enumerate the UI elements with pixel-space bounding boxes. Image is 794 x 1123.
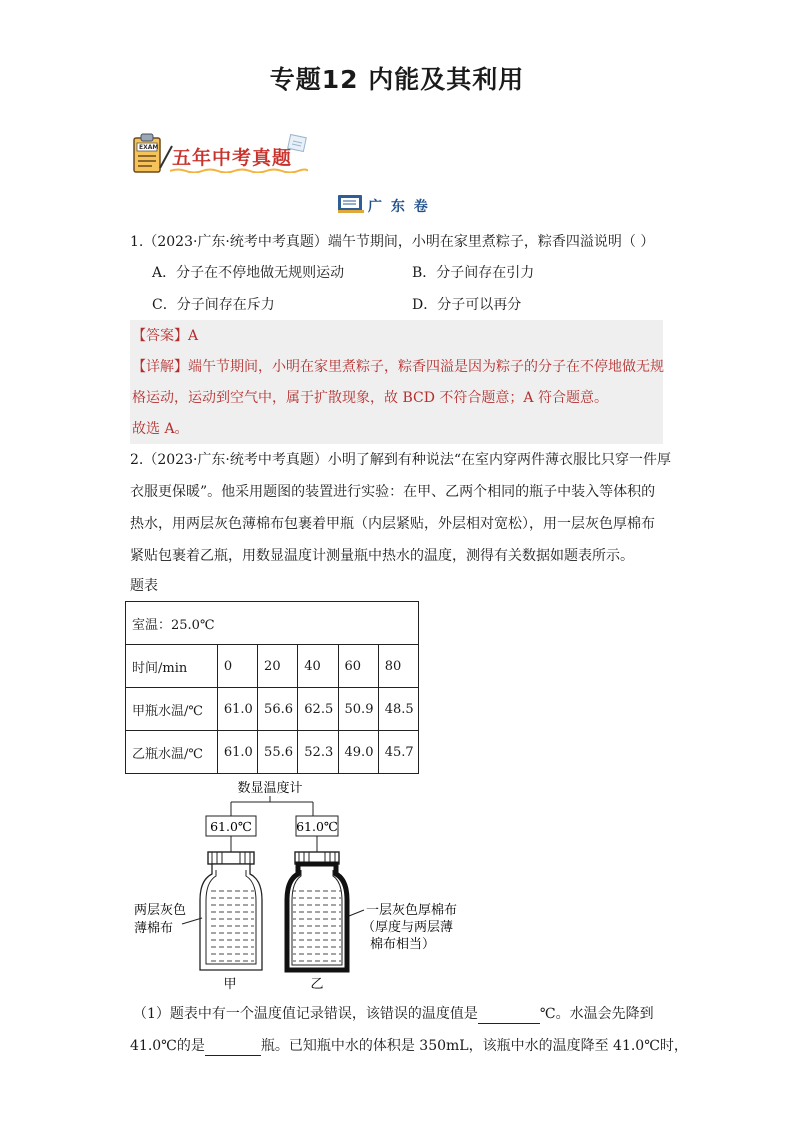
q2-line1: 2.（2023·广东·统考中考真题）小明了解到有种说法“在室内穿两件薄衣服比只穿一件厚 bbox=[130, 452, 672, 468]
blank-2[interactable] bbox=[205, 1039, 261, 1056]
sub1-text-a: （1）题表中有一个温度值记录错误，该错误的温度值是 bbox=[133, 1006, 478, 1022]
sub1-text-d: 瓶。已知瓶中水的体积是 350mL，该瓶中水的温度降至 41.0℃时， bbox=[260, 1038, 688, 1054]
left-label-2: 薄棉布 bbox=[134, 921, 174, 936]
table-cell: 48.5 bbox=[378, 688, 418, 731]
answer-tag: 【答案】 bbox=[132, 328, 188, 344]
bottle-a bbox=[200, 836, 262, 970]
detail-tag: 【详解】 bbox=[132, 359, 188, 375]
q2-line3: 热水，用两层灰色薄棉布包裹着甲瓶（内层紧贴，外层相对宽松），用一层灰色厚棉布 bbox=[130, 516, 655, 532]
blank-1[interactable] bbox=[478, 1007, 540, 1024]
table-caption: 题表 bbox=[130, 578, 158, 594]
left-label-1: 两层灰色 bbox=[134, 903, 187, 918]
table-cell: 乙瓶水温/℃ bbox=[126, 731, 218, 774]
q2-sub1-line2 bbox=[130, 1036, 688, 1056]
answer-value: A bbox=[188, 328, 199, 344]
right-label-1: 一层灰色厚棉布 bbox=[366, 903, 458, 918]
section-book-icon bbox=[336, 192, 366, 214]
q1-option-c: C．分子间存在斥力 bbox=[152, 297, 275, 313]
q2-line4: 紧贴包裹着乙瓶，用数显温度计测量瓶中热水的温度，测得有关数据如题表所示。 bbox=[130, 548, 634, 564]
q1-conclusion: 故选 A。 bbox=[132, 421, 189, 437]
paper-deco-icon bbox=[286, 134, 310, 154]
detail-text-1: 端午节期间，小明在家里煮粽子，粽香四溢是因为粽子的分子在不停地做无规 bbox=[188, 359, 664, 375]
table-row bbox=[126, 602, 419, 645]
room-temp-cell: 室温：25.0℃ bbox=[126, 602, 419, 645]
q1-option-a: A．分子在不停地做无规则运动 bbox=[152, 265, 345, 281]
table-cell: 80 bbox=[378, 645, 418, 688]
banner-label: 五年中考真题 bbox=[172, 147, 293, 169]
q1-detail-line1 bbox=[132, 357, 664, 377]
table-cell: 60 bbox=[338, 645, 378, 688]
q1-answer bbox=[132, 326, 198, 346]
bottle-b-label: 乙 bbox=[310, 977, 324, 992]
section-label: 广 东 卷 bbox=[368, 199, 430, 215]
right-label-2: （厚度与两层薄 bbox=[362, 920, 454, 935]
q1-option-b: B．分子间存在引力 bbox=[412, 265, 535, 281]
table-cell: 甲瓶水温/℃ bbox=[126, 688, 218, 731]
table-cell: 20 bbox=[258, 645, 298, 688]
table-cell: 45.7 bbox=[378, 731, 418, 774]
q2-line2: 衣服更保暖”。他采用题图的装置进行实验：在甲、乙两个相同的瓶子中装入等体积的 bbox=[130, 484, 656, 500]
sub1-text-c: 41.0℃的是 bbox=[130, 1038, 205, 1054]
bottle-b bbox=[287, 836, 347, 970]
table-cell: 61.0 bbox=[217, 731, 257, 774]
table-cell: 55.6 bbox=[258, 731, 298, 774]
q1-option-d: D．分子可以再分 bbox=[412, 297, 522, 313]
table-cell: 0 bbox=[217, 645, 257, 688]
table-row bbox=[126, 645, 419, 688]
table-cell: 56.6 bbox=[258, 688, 298, 731]
table-row bbox=[126, 731, 419, 774]
sub1-text-b: ℃。水温会先降到 bbox=[539, 1006, 654, 1022]
table-cell: 时间/min bbox=[126, 645, 218, 688]
temperature-table bbox=[125, 601, 419, 774]
reading-b: 61.0℃ bbox=[296, 819, 338, 834]
reading-a: 61.0℃ bbox=[210, 819, 252, 834]
exam-clipboard-icon bbox=[130, 132, 174, 174]
bottle-a-label: 甲 bbox=[223, 977, 237, 992]
table-cell: 62.5 bbox=[298, 688, 338, 731]
q2-sub1-line1 bbox=[133, 1004, 654, 1024]
right-label-3: 棉布相当） bbox=[370, 937, 436, 952]
exam-icon-text: EXAM bbox=[139, 144, 159, 151]
table-cell: 50.9 bbox=[338, 688, 378, 731]
table-cell: 40 bbox=[298, 645, 338, 688]
table-cell: 61.0 bbox=[217, 688, 257, 731]
table-cell: 49.0 bbox=[338, 731, 378, 774]
q1-stem: 1.（2023·广东·统考中考真题）端午节期间，小明在家里煮粽子，粽香四溢说明（ ） bbox=[130, 234, 655, 250]
q1-detail-line2: 格运动，运动到空气中，属于扩散现象，故 BCD 不符合题意；A 符合题意。 bbox=[132, 390, 608, 406]
banner-underline bbox=[170, 168, 308, 173]
answer-panel bbox=[130, 320, 663, 444]
page-title: 专题12 内能及其利用 bbox=[269, 65, 525, 94]
table-cell: 52.3 bbox=[298, 731, 338, 774]
bottle-experiment-figure bbox=[130, 776, 480, 994]
thermometer-label: 数显温度计 bbox=[237, 781, 303, 796]
table-row bbox=[126, 688, 419, 731]
